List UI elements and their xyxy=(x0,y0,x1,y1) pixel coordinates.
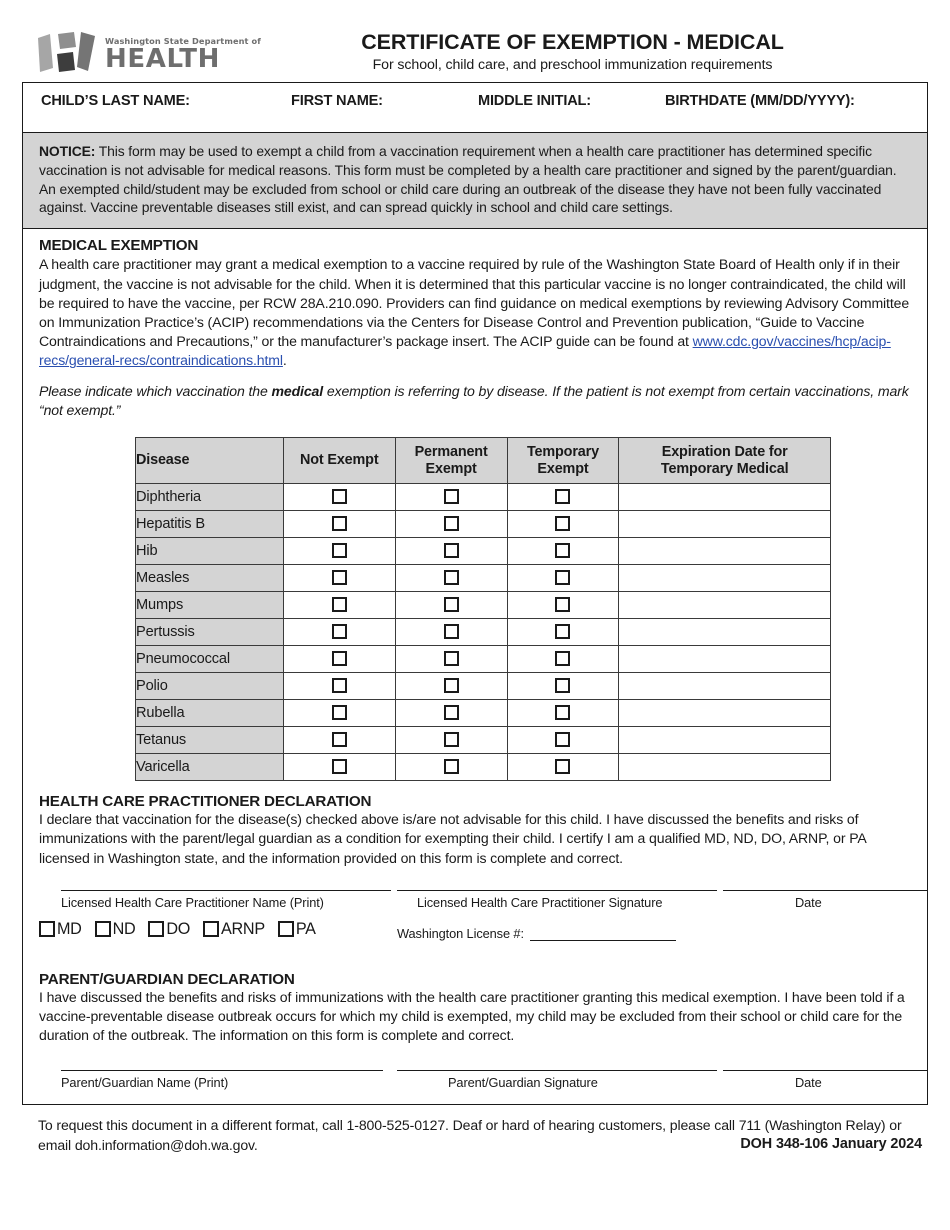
cell-expiration-date[interactable] xyxy=(619,754,831,781)
cell-permanent-exempt xyxy=(395,538,507,565)
disease-name-cell: Mumps xyxy=(136,592,284,619)
doh-logo xyxy=(0,30,261,76)
page-footer xyxy=(22,1115,928,1155)
practitioner-signature-line[interactable] xyxy=(397,890,717,891)
checkbox-temporary-exempt[interactable] xyxy=(555,651,570,666)
page-subtitle: For school, child care, and preschool immunization requirements xyxy=(372,57,773,74)
footer-document-id: DOH 348-106 January 2024 xyxy=(740,1136,922,1153)
permanent-line-1: Permanent xyxy=(414,443,488,460)
table-row xyxy=(136,511,831,538)
checkbox-permanent-exempt[interactable] xyxy=(444,759,459,774)
credential-label: ND xyxy=(112,919,136,938)
table-row xyxy=(136,727,831,754)
license-number-label: Washington License #: xyxy=(397,925,524,941)
checkbox-permanent-exempt[interactable] xyxy=(444,678,459,693)
exemption-instruction-note xyxy=(39,382,913,420)
practitioner-declaration-section xyxy=(23,781,927,868)
credential-option-nd[interactable] xyxy=(95,920,136,939)
column-header-permanent-exempt xyxy=(395,438,507,484)
practitioner-date-line[interactable] xyxy=(723,890,928,891)
disease-exemption-table xyxy=(135,437,831,781)
cell-not-exempt xyxy=(283,538,395,565)
label-middle-initial: MIDDLE INITIAL: xyxy=(478,93,591,109)
credential-option-md[interactable] xyxy=(39,920,82,939)
note-emphasis: medical xyxy=(271,382,324,399)
table-row xyxy=(136,700,831,727)
cell-temporary-exempt xyxy=(507,673,619,700)
cell-permanent-exempt xyxy=(395,484,507,511)
medical-exemption-paragraph xyxy=(39,255,913,370)
child-identity-row xyxy=(23,83,927,133)
notice-text: This form may be used to exempt a child from a vaccination requirement when a health care practitioner has determined specific vaccination is not advisable for medical reasons. This form must be completed by a health care practitioner and signed by the parent/guardian. An exempted child/student may be excluded from school or child care during an outbreak of the disease they have not been fully vaccinated against. Vaccine preventable diseases still exist, and can spread quickly in school and child care settings. xyxy=(39,143,897,216)
label-child-last-name: CHILD’S LAST NAME: xyxy=(41,93,190,109)
column-header-temporary-exempt xyxy=(507,438,619,484)
expiration-line-1: Expiration Date for xyxy=(661,443,788,460)
logo-agency-line: Washington State Department of xyxy=(105,36,261,47)
checkbox-permanent-exempt[interactable] xyxy=(444,543,459,558)
table-row xyxy=(136,538,831,565)
parent-date-caption: Date xyxy=(795,1074,822,1090)
disease-name-cell: Rubella xyxy=(136,700,284,727)
paragraph-after-link: . xyxy=(282,352,287,369)
medical-exemption-heading: MEDICAL EXEMPTION xyxy=(39,237,199,255)
credential-label: MD xyxy=(57,919,82,938)
cell-temporary-exempt xyxy=(507,484,619,511)
page-header xyxy=(0,0,950,82)
cell-not-exempt xyxy=(283,592,395,619)
cell-temporary-exempt xyxy=(507,538,619,565)
parent-declaration-text: I have discussed the benefits and risks of immunizations with the health care practitioner granting this medical exemption. I have been told if a vaccine-preventable disease outbreak occurs for which my child is exempted, my child may be excluded from their school or child care for the duration of the outbreak. The information on this form is complete and correct. xyxy=(39,988,905,1044)
practitioner-name-caption: Licensed Health Care Practitioner Name (Print) xyxy=(61,894,324,910)
cell-temporary-exempt xyxy=(507,700,619,727)
checkbox-temporary-exempt[interactable] xyxy=(555,489,570,504)
checkbox-permanent-exempt[interactable] xyxy=(444,489,459,504)
cell-temporary-exempt xyxy=(507,565,619,592)
checkbox-temporary-exempt[interactable] xyxy=(555,705,570,720)
checkbox-temporary-exempt[interactable] xyxy=(555,678,570,693)
checkbox-not-exempt[interactable] xyxy=(332,651,347,666)
checkbox-credential-pa[interactable] xyxy=(278,921,294,937)
notice-block xyxy=(23,133,927,229)
cell-permanent-exempt xyxy=(395,754,507,781)
logo-health-word: HEALTH xyxy=(105,44,221,75)
temporary-line-1: Temporary xyxy=(526,443,599,460)
checkbox-credential-nd[interactable] xyxy=(95,921,111,937)
acip-guide-link[interactable]: www.cdc.gov/vaccines/hcp/acip-recs/general-recs/contraindications.html xyxy=(39,333,891,369)
checkbox-not-exempt[interactable] xyxy=(332,678,347,693)
cell-temporary-exempt xyxy=(507,646,619,673)
cell-permanent-exempt xyxy=(395,700,507,727)
disease-name-cell: Hepatitis B xyxy=(136,511,284,538)
checkbox-not-exempt[interactable] xyxy=(332,732,347,747)
table-row xyxy=(136,484,831,511)
cell-temporary-exempt xyxy=(507,592,619,619)
cell-not-exempt xyxy=(283,673,395,700)
cell-expiration-date[interactable] xyxy=(619,592,831,619)
cell-temporary-exempt xyxy=(507,727,619,754)
checkbox-not-exempt[interactable] xyxy=(332,705,347,720)
parent-declaration-heading: PARENT/GUARDIAN DECLARATION xyxy=(39,970,295,988)
notice-label: NOTICE: xyxy=(39,143,96,159)
license-number-input[interactable] xyxy=(530,928,676,941)
checkbox-not-exempt[interactable] xyxy=(332,570,347,585)
table-row xyxy=(136,673,831,700)
parent-signature-caption: Parent/Guardian Signature xyxy=(448,1074,598,1090)
cell-permanent-exempt xyxy=(395,511,507,538)
washington-license-row xyxy=(397,926,676,941)
cell-permanent-exempt xyxy=(395,619,507,646)
practitioner-signature-caption: Licensed Health Care Practitioner Signature xyxy=(417,894,663,910)
credential-label: DO xyxy=(166,919,191,938)
cell-not-exempt xyxy=(283,619,395,646)
checkbox-credential-do[interactable] xyxy=(148,921,164,937)
disease-name-cell: Varicella xyxy=(136,754,284,781)
checkbox-not-exempt[interactable] xyxy=(332,516,347,531)
title-block xyxy=(235,30,950,73)
parent-signature-area xyxy=(23,1056,927,1104)
cell-expiration-date[interactable] xyxy=(619,565,831,592)
credential-checkbox-row xyxy=(39,920,316,939)
label-first-name: FIRST NAME: xyxy=(291,93,383,109)
cell-not-exempt xyxy=(283,700,395,727)
cell-not-exempt xyxy=(283,484,395,511)
column-header-expiration-date xyxy=(619,438,831,484)
cell-expiration-date[interactable] xyxy=(619,727,831,754)
checkbox-permanent-exempt[interactable] xyxy=(444,705,459,720)
disease-name-cell: Diphtheria xyxy=(136,484,284,511)
cell-permanent-exempt xyxy=(395,565,507,592)
cell-not-exempt xyxy=(283,646,395,673)
cell-not-exempt xyxy=(283,565,395,592)
cell-permanent-exempt xyxy=(395,592,507,619)
parent-name-line[interactable] xyxy=(61,1070,383,1071)
cell-expiration-date[interactable] xyxy=(619,511,831,538)
checkbox-permanent-exempt[interactable] xyxy=(444,732,459,747)
checkbox-not-exempt[interactable] xyxy=(332,624,347,639)
parent-signature-line[interactable] xyxy=(397,1070,717,1071)
checkbox-temporary-exempt[interactable] xyxy=(555,732,570,747)
cell-not-exempt xyxy=(283,754,395,781)
checkbox-permanent-exempt[interactable] xyxy=(444,651,459,666)
permanent-line-2: Exempt xyxy=(425,460,477,477)
practitioner-declaration-heading: HEALTH CARE PRACTITIONER DECLARATION xyxy=(39,793,372,811)
cell-expiration-date[interactable] xyxy=(619,700,831,727)
practitioner-signature-area xyxy=(23,882,927,959)
disease-name-cell: Tetanus xyxy=(136,727,284,754)
disease-name-cell: Measles xyxy=(136,565,284,592)
checkbox-permanent-exempt[interactable] xyxy=(444,624,459,639)
credential-option-do[interactable] xyxy=(148,920,190,939)
table-row xyxy=(136,619,831,646)
health-logo-icon xyxy=(36,30,98,76)
table-row xyxy=(136,565,831,592)
cell-not-exempt xyxy=(283,727,395,754)
note-part-2: exemption is referring to by disease. If the patient is not exempt from certain vaccinations, mark “not exempt.” xyxy=(39,382,909,418)
practitioner-declaration-text: I declare that vaccination for the disease(s) checked above is/are not advisable for this child. I have discussed the benefits and risks of immunizations with the parent/legal guardian as a condition for exempting their child. I certify I am a qualified MD, ND, DO, ARNP, or PA licensed in Washington state, and the information provided on this form is complete and correct. xyxy=(39,811,866,866)
checkbox-temporary-exempt[interactable] xyxy=(555,759,570,774)
credential-option-pa[interactable] xyxy=(278,920,316,939)
parent-name-caption: Parent/Guardian Name (Print) xyxy=(61,1074,229,1090)
disease-name-cell: Pertussis xyxy=(136,619,284,646)
cell-not-exempt xyxy=(283,511,395,538)
disease-name-cell: Pneumococcal xyxy=(136,646,284,673)
checkbox-not-exempt[interactable] xyxy=(332,597,347,612)
form-body xyxy=(22,82,928,1105)
table-header-row xyxy=(136,438,831,484)
cell-expiration-date[interactable] xyxy=(619,646,831,673)
cell-temporary-exempt xyxy=(507,619,619,646)
checkbox-credential-arnp[interactable] xyxy=(203,921,219,937)
disease-name-cell: Hib xyxy=(136,538,284,565)
cell-temporary-exempt xyxy=(507,754,619,781)
checkbox-not-exempt[interactable] xyxy=(332,759,347,774)
footer-accessibility-text: To request this document in a different format, call 1-800-525-0127. Deaf or hard of hearing customers, please call 711 (Washington Relay) or email doh.information@doh.wa.gov. xyxy=(38,1116,902,1153)
column-header-not-exempt: Not Exempt xyxy=(283,438,395,484)
disease-table-body xyxy=(136,484,831,781)
credential-label: ARNP xyxy=(221,919,265,938)
cell-expiration-date[interactable] xyxy=(619,619,831,646)
checkbox-credential-md[interactable] xyxy=(39,921,55,937)
checkbox-temporary-exempt[interactable] xyxy=(555,597,570,612)
checkbox-permanent-exempt[interactable] xyxy=(444,570,459,585)
checkbox-temporary-exempt[interactable] xyxy=(555,543,570,558)
checkbox-permanent-exempt[interactable] xyxy=(444,597,459,612)
cell-permanent-exempt xyxy=(395,646,507,673)
disease-name-cell: Polio xyxy=(136,673,284,700)
expiration-line-2: Temporary Medical xyxy=(660,460,789,477)
page-title: CERTIFICATE OF EXEMPTION - MEDICAL xyxy=(361,30,784,54)
checkbox-temporary-exempt[interactable] xyxy=(555,624,570,639)
checkbox-permanent-exempt[interactable] xyxy=(444,516,459,531)
parent-declaration-section xyxy=(23,959,927,1046)
table-row xyxy=(136,754,831,781)
table-row xyxy=(136,646,831,673)
disease-table-container xyxy=(23,420,927,781)
column-header-disease: Disease xyxy=(136,438,284,484)
label-birthdate: BIRTHDATE (MM/DD/YYYY): xyxy=(665,93,855,109)
cell-permanent-exempt xyxy=(395,673,507,700)
credential-label: PA xyxy=(295,919,316,938)
practitioner-date-caption: Date xyxy=(795,894,822,910)
cell-expiration-date[interactable] xyxy=(619,538,831,565)
cell-permanent-exempt xyxy=(395,727,507,754)
medical-exemption-section xyxy=(23,229,927,420)
temporary-line-2: Exempt xyxy=(537,460,589,477)
checkbox-not-exempt[interactable] xyxy=(332,489,347,504)
cell-expiration-date[interactable] xyxy=(619,484,831,511)
paragraph-before-link: A health care practitioner may grant a medical exemption to a vaccine required by rule of the Washington State Board of Health only if in their judgment, the vaccine is not advisable for the child. When it is determined that this particular vaccine is no longer contraindicated, the child will be required to have the vaccine, per RCW 28A.210.090. Providers can find guidance on medical exemptions by reviewing Advisory Committee on Immunization Practice’s (ACIP) recommendations via the Centers for Disease Control and Prevention publication, “Guide to Vaccine Contraindications and Precautions,” or the manufacturer’s package insert. The ACIP guide can be found at xyxy=(39,256,910,350)
credential-option-arnp[interactable] xyxy=(203,920,265,939)
table-row xyxy=(136,592,831,619)
checkbox-not-exempt[interactable] xyxy=(332,543,347,558)
cell-expiration-date[interactable] xyxy=(619,673,831,700)
practitioner-name-line[interactable] xyxy=(61,890,391,891)
cell-temporary-exempt xyxy=(507,511,619,538)
checkbox-temporary-exempt[interactable] xyxy=(555,516,570,531)
parent-date-line[interactable] xyxy=(723,1070,928,1071)
note-part-1: Please indicate which vaccination the xyxy=(39,382,272,399)
checkbox-temporary-exempt[interactable] xyxy=(555,570,570,585)
